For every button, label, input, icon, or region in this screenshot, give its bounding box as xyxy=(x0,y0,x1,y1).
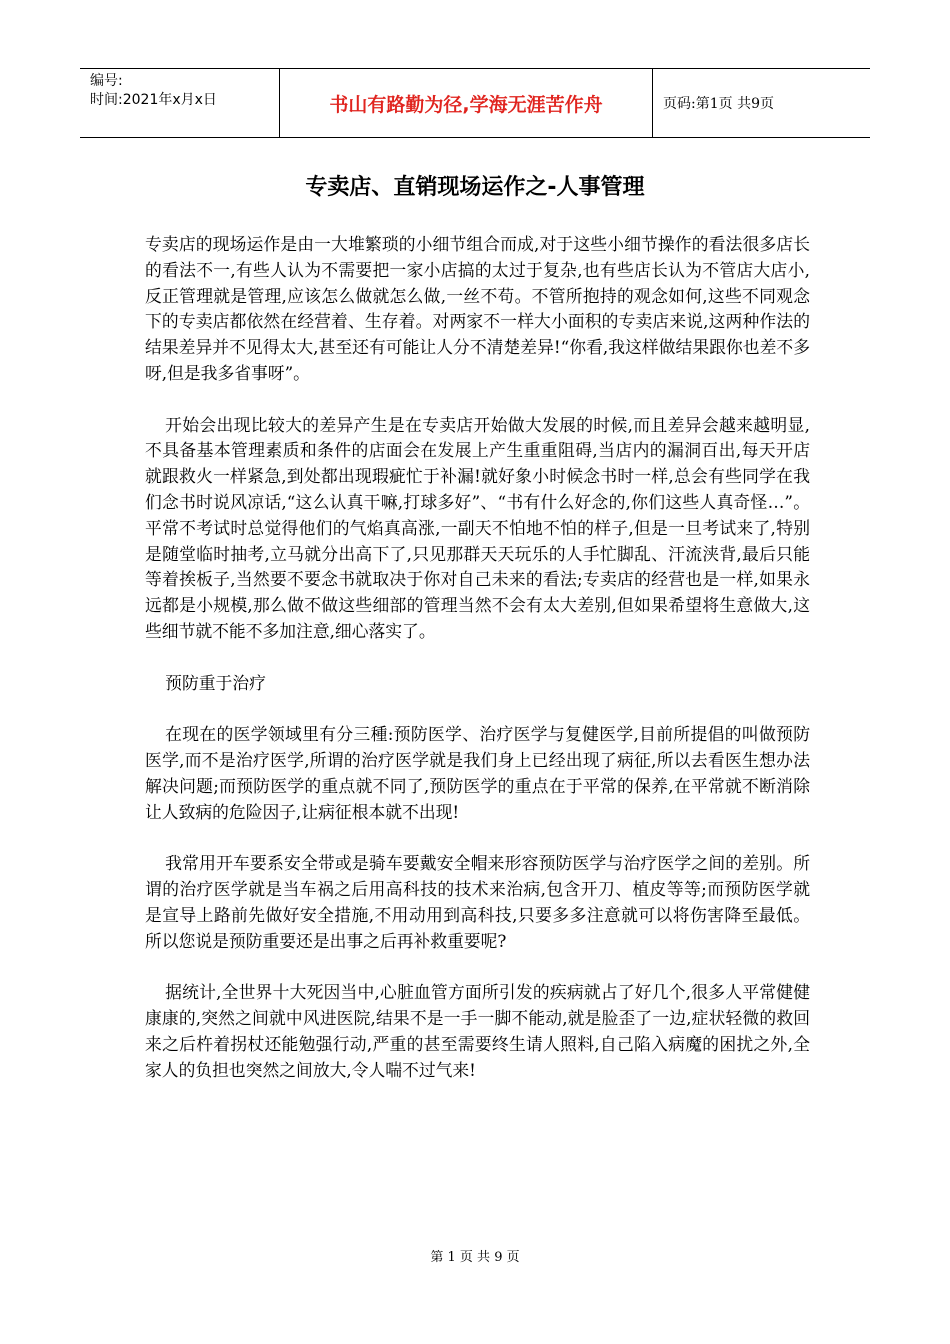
document-title: 专卖店、直销现场运作之-人事管理 xyxy=(305,175,645,200)
section-heading-prevention: 预防重于治疗 xyxy=(165,672,266,693)
header-page-info: 页码:第1页 共9页 xyxy=(663,96,774,112)
paragraph-medicine: 在现在的医学领域里有分三種:预防医学、治疗医学与复健医学,目前所提倡的叫做预防医学,而不是治疗医学,所谓的治疗医学就是我们身上已经出现了病征,所以去看医生想办法解决问题;而预防医学的重点就不同了,预防医学的重点在于平常的保养,在平常就不断消除让人致病的危险因子,让病征根本就不出现! xyxy=(145,724,810,822)
page-footer: 第 1 页 共 9 页 xyxy=(430,1250,520,1265)
document-date-label: 时间:2021年x月x日 xyxy=(90,92,217,108)
page-header xyxy=(80,68,870,138)
paragraph-safety-analogy: 我常用开车要系安全带或是骑车要戴安全帽来形容预防医学与治疗医学之间的差别。所谓的治疗医学就是当车祸之后用高科技的技术来治病,包含开刀、植皮等等;而预防医学就是宣导上路前先做好安全措施,不用动用到高科技,只要多多注意就可以将伤害降至最低。所以您说是预防重要还是出事之后再补救重要呢? xyxy=(145,853,810,951)
document-number-label: 编号: xyxy=(90,73,123,89)
header-motto: 书山有路勤为径,学海无涯苦作舟 xyxy=(280,69,653,137)
paragraph-statistics: 据统计,全世界十大死因当中,心脏血管方面所引发的疾病就占了好几个,很多人平常健健康康的,突然之间就中风进医院,结果不是一手一脚不能动,就是脸歪了一边,症状轻微的救回来之后杵着拐杖还能勉强行动,严重的甚至需要终生请人照料,自己陷入病魔的困扰之外,全家人的负担也突然之间放大,令人喘不过气来! xyxy=(145,982,810,1080)
document-body xyxy=(145,232,810,1109)
paragraph-intro: 专卖店的现场运作是由一大堆繁琐的小细节组合而成,对于这些小细节操作的看法很多店长的看法不一,有些人认为不需要把一家小店搞的太过于复杂,也有些店长认为不管店大店小,反正管理就是管理,应该怎么做就怎么做,一丝不苟。不管所抱持的观念如何,这些不同观念下的专卖店都依然在经营着、生存着。对两家不一样大小面积的专卖店来说,这两种作法的结果差异并不见得太大,甚至还有可能让人分不清楚差异!“你看,我这样做结果跟你也差不多呀,但是我多省事呀”。 xyxy=(145,234,810,383)
header-meta xyxy=(80,69,280,137)
paragraph-differences: 开始会出现比较大的差异产生是在专卖店开始做大发展的时候,而且差异会越来越明显,不具备基本管理素质和条件的店面会在发展上产生重重阻碍,当店内的漏洞百出,每天开店就跟救火一样紧急,到处都出现瑕疵忙于补漏!就好象小时候念书时一样,总会有些同学在我们念书时说风凉话,“这么认真干嘛,打球多好”、“书有什么好念的,你们这些人真奇怪…”。平常不考试时总觉得他们的气焰真高涨,一副天不怕地不怕的样子,但是一旦考试来了,特别是随堂临时抽考,立马就分出高下了,只见那群天天玩乐的人手忙脚乱、汗流浃背,最后只能等着挨板子,当然要不要念书就取决于你对自己未来的看法;专卖店的经营也是一样,如果永远都是小规模,那么做不做这些细部的管理当然不会有太大差别,但如果希望将生意做大,这些细节就不能不多加注意,细心落实了。 xyxy=(145,414,810,641)
